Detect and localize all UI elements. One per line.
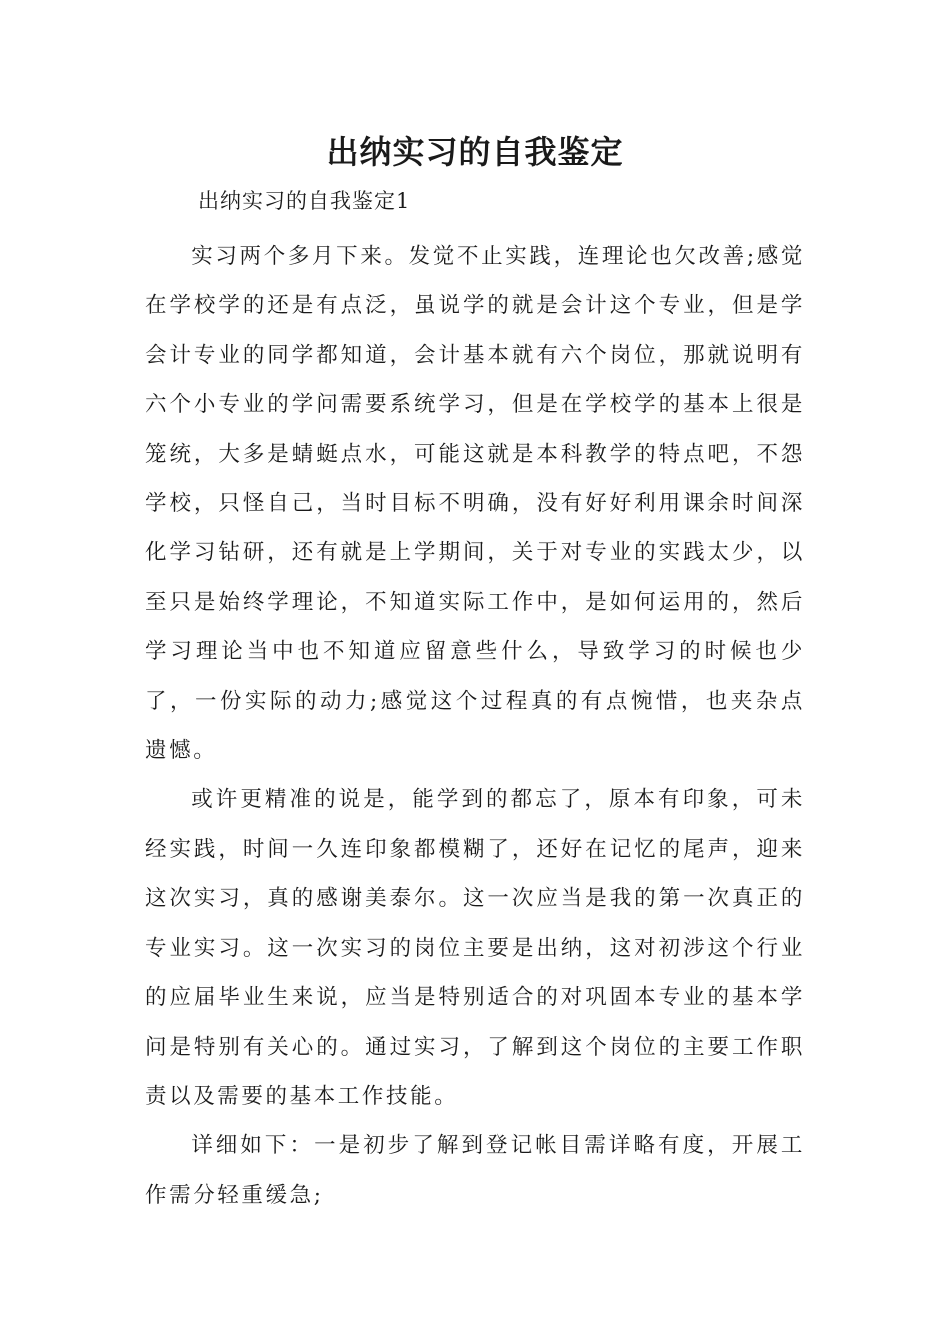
- document-subtitle: 出纳实习的自我鉴定1: [198, 189, 411, 213]
- document-title: 出纳实习的自我鉴定: [326, 133, 624, 171]
- paragraph-1: 实习两个多月下来。发觉不止实践，连理论也欠改善;感觉在学校学的还是有点泛，虽说学的就是会计这个专业，但是学会计专业的同学都知道，会计基本就有六个岗位，那就说明有六个小专业的学问需要系统学习，但是在学校学的基本上很是笼统，大多是蜻蜓点水，可能这就是本科教学的特点吧，不怨学校，只怪自己，当时目标不明确，没有好好利用课余时间深化学习钻研，还有就是上学期间，关于对专业的实践太少，以至只是始终学理论，不知道实际工作中，是如何运用的，然后学习理论当中也不知道应留意些什么，导致学习的时候也少了，一份实际的动力;感觉这个过程真的有点惋惜，也夹杂点遗憾。: [145, 244, 805, 764]
- paragraph-2: 或许更精准的说是，能学到的都忘了，原本有印象，可未经实践，时间一久连印象都模糊了，还好在记忆的尾声，迎来这次实习，真的感谢美泰尔。这一次应当是我的第一次真正的专业实习。这一次实习的岗位主要是出纳，这对初涉这个行业的应届毕业生来说，应当是特别适合的对巩固本专业的基本学问是特别有关心的。通过实习，了解到这个岗位的主要工作职责以及需要的基本工作技能。: [145, 787, 805, 1109]
- document-body: [145, 232, 805, 1220]
- paragraph-3: 详细如下：一是初步了解到登记帐目需详略有度，开展工作需分轻重缓急;: [145, 1133, 805, 1208]
